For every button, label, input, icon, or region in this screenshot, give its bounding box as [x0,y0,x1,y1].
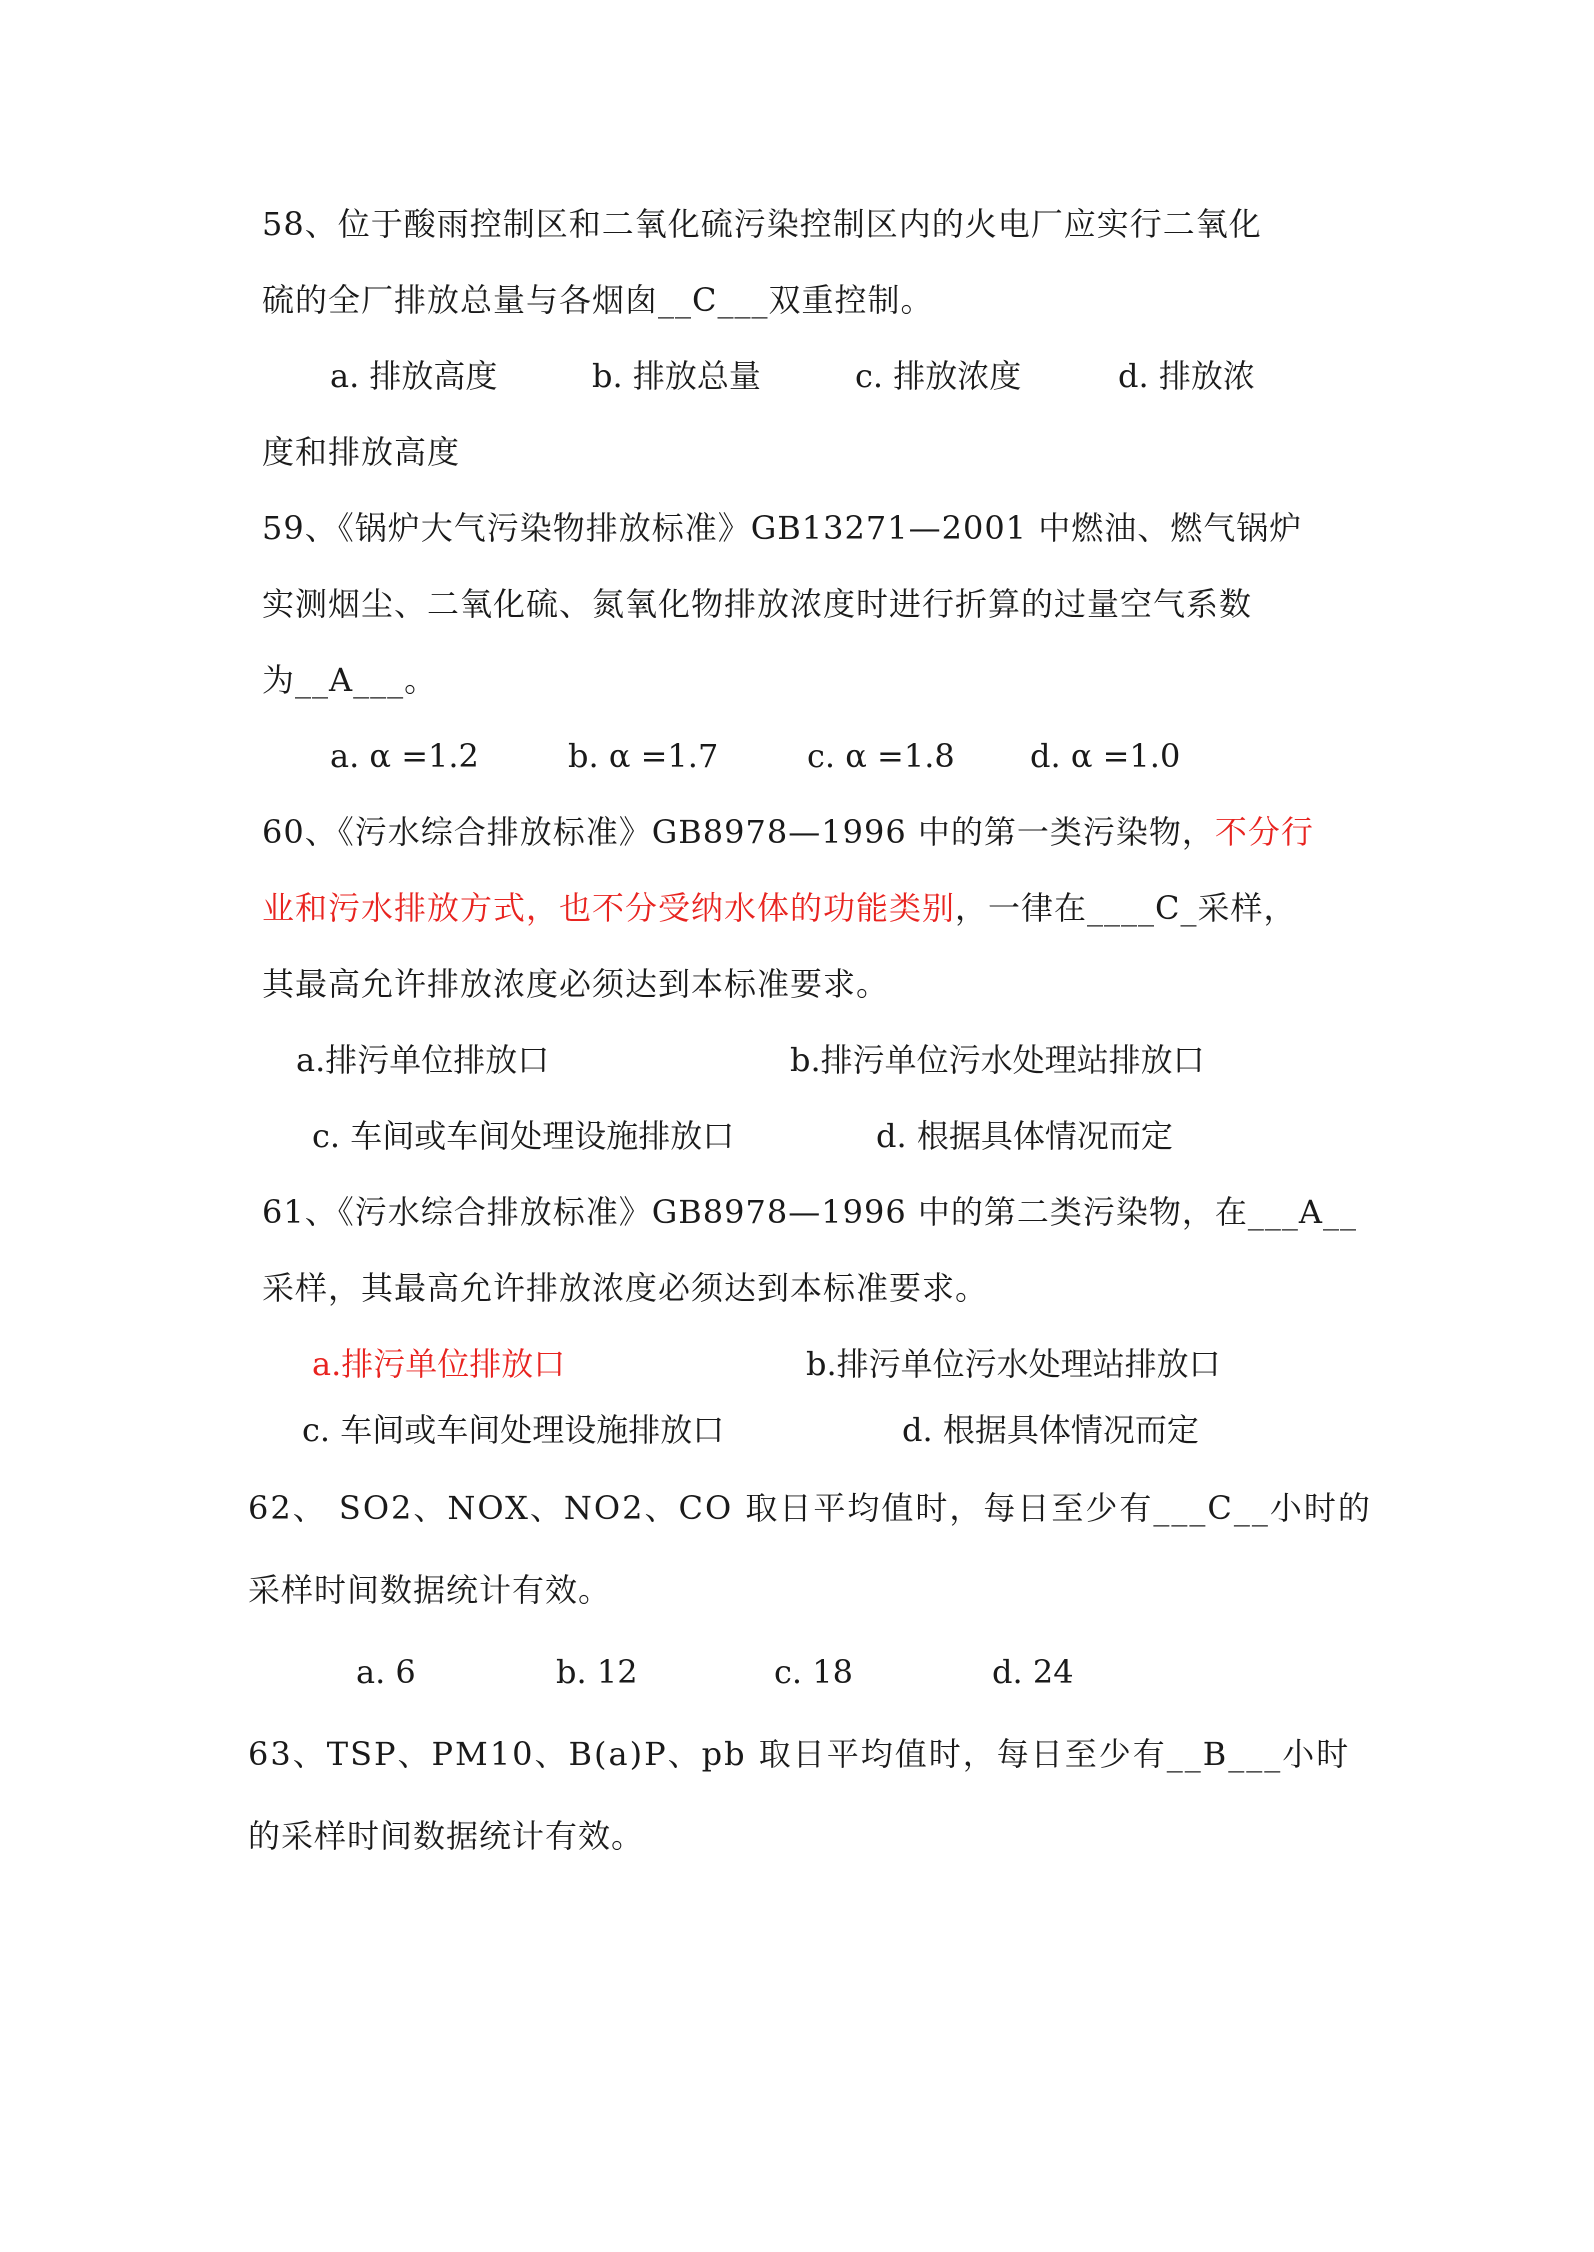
q62-option-d: d. 24 [992,1653,1074,1691]
q60-option-a: a.排污单位排放口 [296,1041,550,1079]
q59-option-a: a. α =1.2 [330,737,479,775]
q62-option-c: c. 18 [774,1653,853,1691]
q61-option-d: d. 根据具体情况而定 [902,1411,1199,1449]
q58-option-a: a. 排放高度 [330,357,498,395]
q60-line-2 [262,888,1297,928]
q59-option-c: c. α =1.8 [807,737,955,775]
q58-option-d-continued: 度和排放高度 [262,433,461,471]
q61-line-1: 61、《污水综合排放标准》GB8978—1996 中的第二类污染物，在___A__ [262,1193,1357,1231]
q62-option-b: b. 12 [556,1653,638,1691]
q61-option-b: b.排污单位污水处理站排放口 [806,1345,1221,1383]
q63-line-2: 的采样时间数据统计有效。 [248,1817,645,1855]
q60-line-2-text: ，一律在____C_采样， [955,889,1297,927]
q61-option-c: c. 车间或车间处理设施排放口 [302,1411,725,1449]
q58-option-b: b. 排放总量 [592,357,761,395]
q60-line-1-text: 60、《污水综合排放标准》GB8978—1996 中的第一类污染物， [262,813,1215,851]
q59-line-2: 实测烟尘、二氧化硫、氮氧化物排放浓度时进行折算的过量空气系数 [262,585,1253,623]
q59-option-d: d. α =1.0 [1030,737,1181,775]
q62-option-a: a. 6 [356,1653,416,1691]
q60-line-2-highlight: 业和污水排放方式，也不分受纳水体的功能类别 [262,889,956,927]
q59-line-1: 59、《锅炉大气污染物排放标准》GB13271—2001 中燃油、燃气锅炉 [262,509,1303,547]
q60-line-1 [262,812,1314,852]
q58-line-1: 58、位于酸雨控制区和二氧化硫污染控制区内的火电厂应实行二氧化 [262,205,1262,243]
q61-line-2: 采样，其最高允许排放浓度必须达到本标准要求。 [262,1269,989,1307]
q61-option-a: a.排污单位排放口 [312,1345,566,1383]
q58-option-c: c. 排放浓度 [855,357,1022,395]
q60-line-3: 其最高允许排放浓度必须达到本标准要求。 [262,965,890,1003]
q62-line-1: 62、 SO2、NOX、NO2、CO 取日平均值时，每日至少有___C__小时的 [248,1489,1372,1527]
q60-option-b: b.排污单位污水处理站排放口 [790,1041,1205,1079]
q62-line-2: 采样时间数据统计有效。 [248,1571,612,1609]
q58-line-2: 硫的全厂排放总量与各烟囱__C___双重控制。 [262,281,934,319]
q60-line-1-highlight: 不分行 [1214,813,1314,851]
q59-option-b: b. α =1.7 [568,737,719,775]
q58-option-d: d. 排放浓 [1118,357,1255,395]
q63-line-1: 63、TSP、PM10、B(a)P、pb 取日平均值时，每日至少有__B___小时 [248,1735,1351,1773]
q60-option-c: c. 车间或车间处理设施排放口 [312,1117,735,1155]
q60-option-d: d. 根据具体情况而定 [876,1117,1173,1155]
q59-line-3: 为__A___。 [262,661,438,699]
